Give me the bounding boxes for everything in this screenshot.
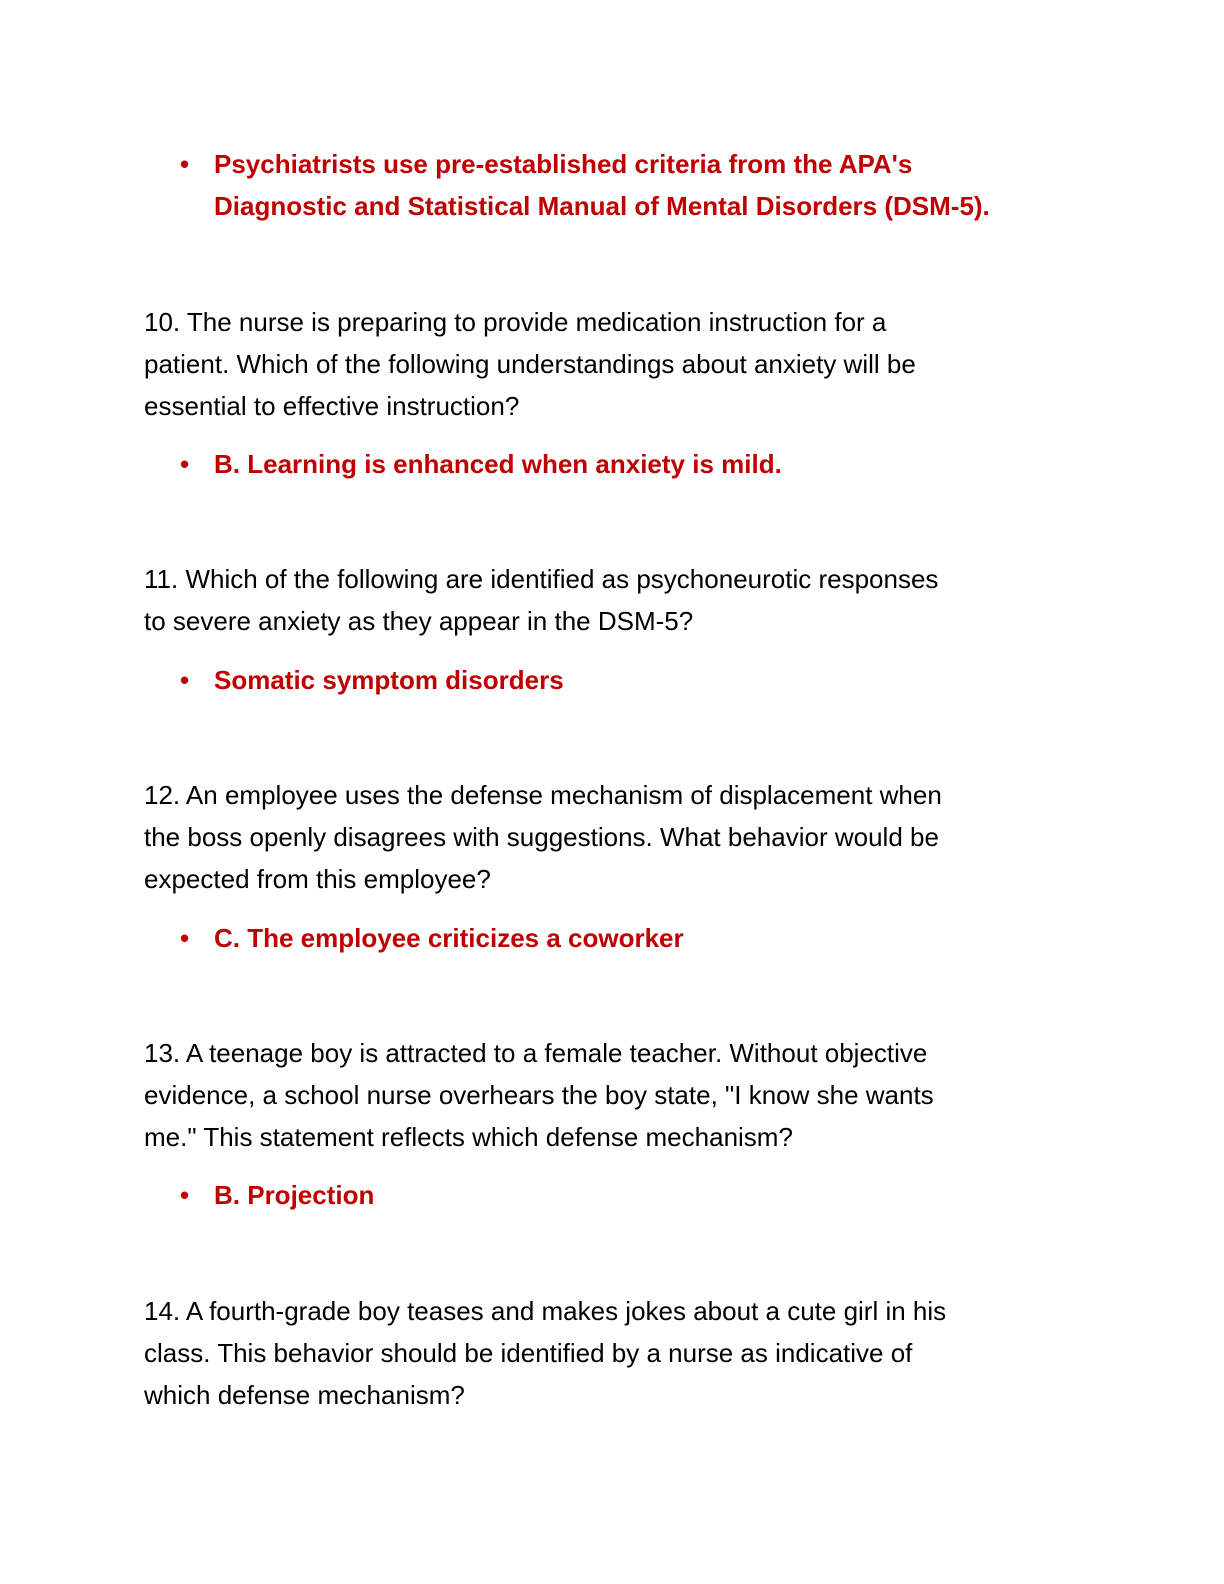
question-13: 13. A teenage boy is attracted to a female teacher. Without objective evidence, a school nurse overhears the boy state, "I know she wants me." This statement reflects which defense mechanism? [144,1038,934,1152]
question-12: 12. An employee uses the defense mechanism of displacement when the boss openly disagrees with suggestions. What behavior would be expected from this employee? [144,780,942,894]
answer-bullet-10 [180,443,1080,485]
bullet-icon: • [180,1180,190,1210]
question-10: 10. The nurse is preparing to provide medication instruction for a patient. Which of the following understandings about anxiety will be essential to effective instruction? [144,307,916,421]
bullet-icon: • [180,665,190,695]
question-14: 14. A fourth-grade boy teases and makes jokes about a cute girl in his class. This behavior should be identified by a nurse as indicative of which defense mechanism? [144,1296,947,1410]
question-11: 11. Which of the following are identified as psychoneurotic responses to severe anxiety as they appear in the DSM-5? [144,564,939,636]
answer-text: Psychiatrists use pre-established criteria from the APA's Diagnostic and Statistical Manual of Mental Disorders (DSM-5). [214,149,990,221]
answer-text: C. The employee criticizes a coworker [214,923,684,953]
answer-bullet-11 [180,659,1080,701]
answer-text: B. Learning is enhanced when anxiety is mild. [214,449,782,479]
answer-bullet-9 [180,143,1080,227]
bullet-icon: • [180,923,190,953]
bullet-icon: • [180,449,190,479]
bullet-icon: • [180,149,190,179]
answer-bullet-12 [180,917,1080,959]
answer-text: Somatic symptom disorders [214,665,564,695]
answer-bullet-13 [180,1174,1080,1216]
answer-text: B. Projection [214,1180,375,1210]
